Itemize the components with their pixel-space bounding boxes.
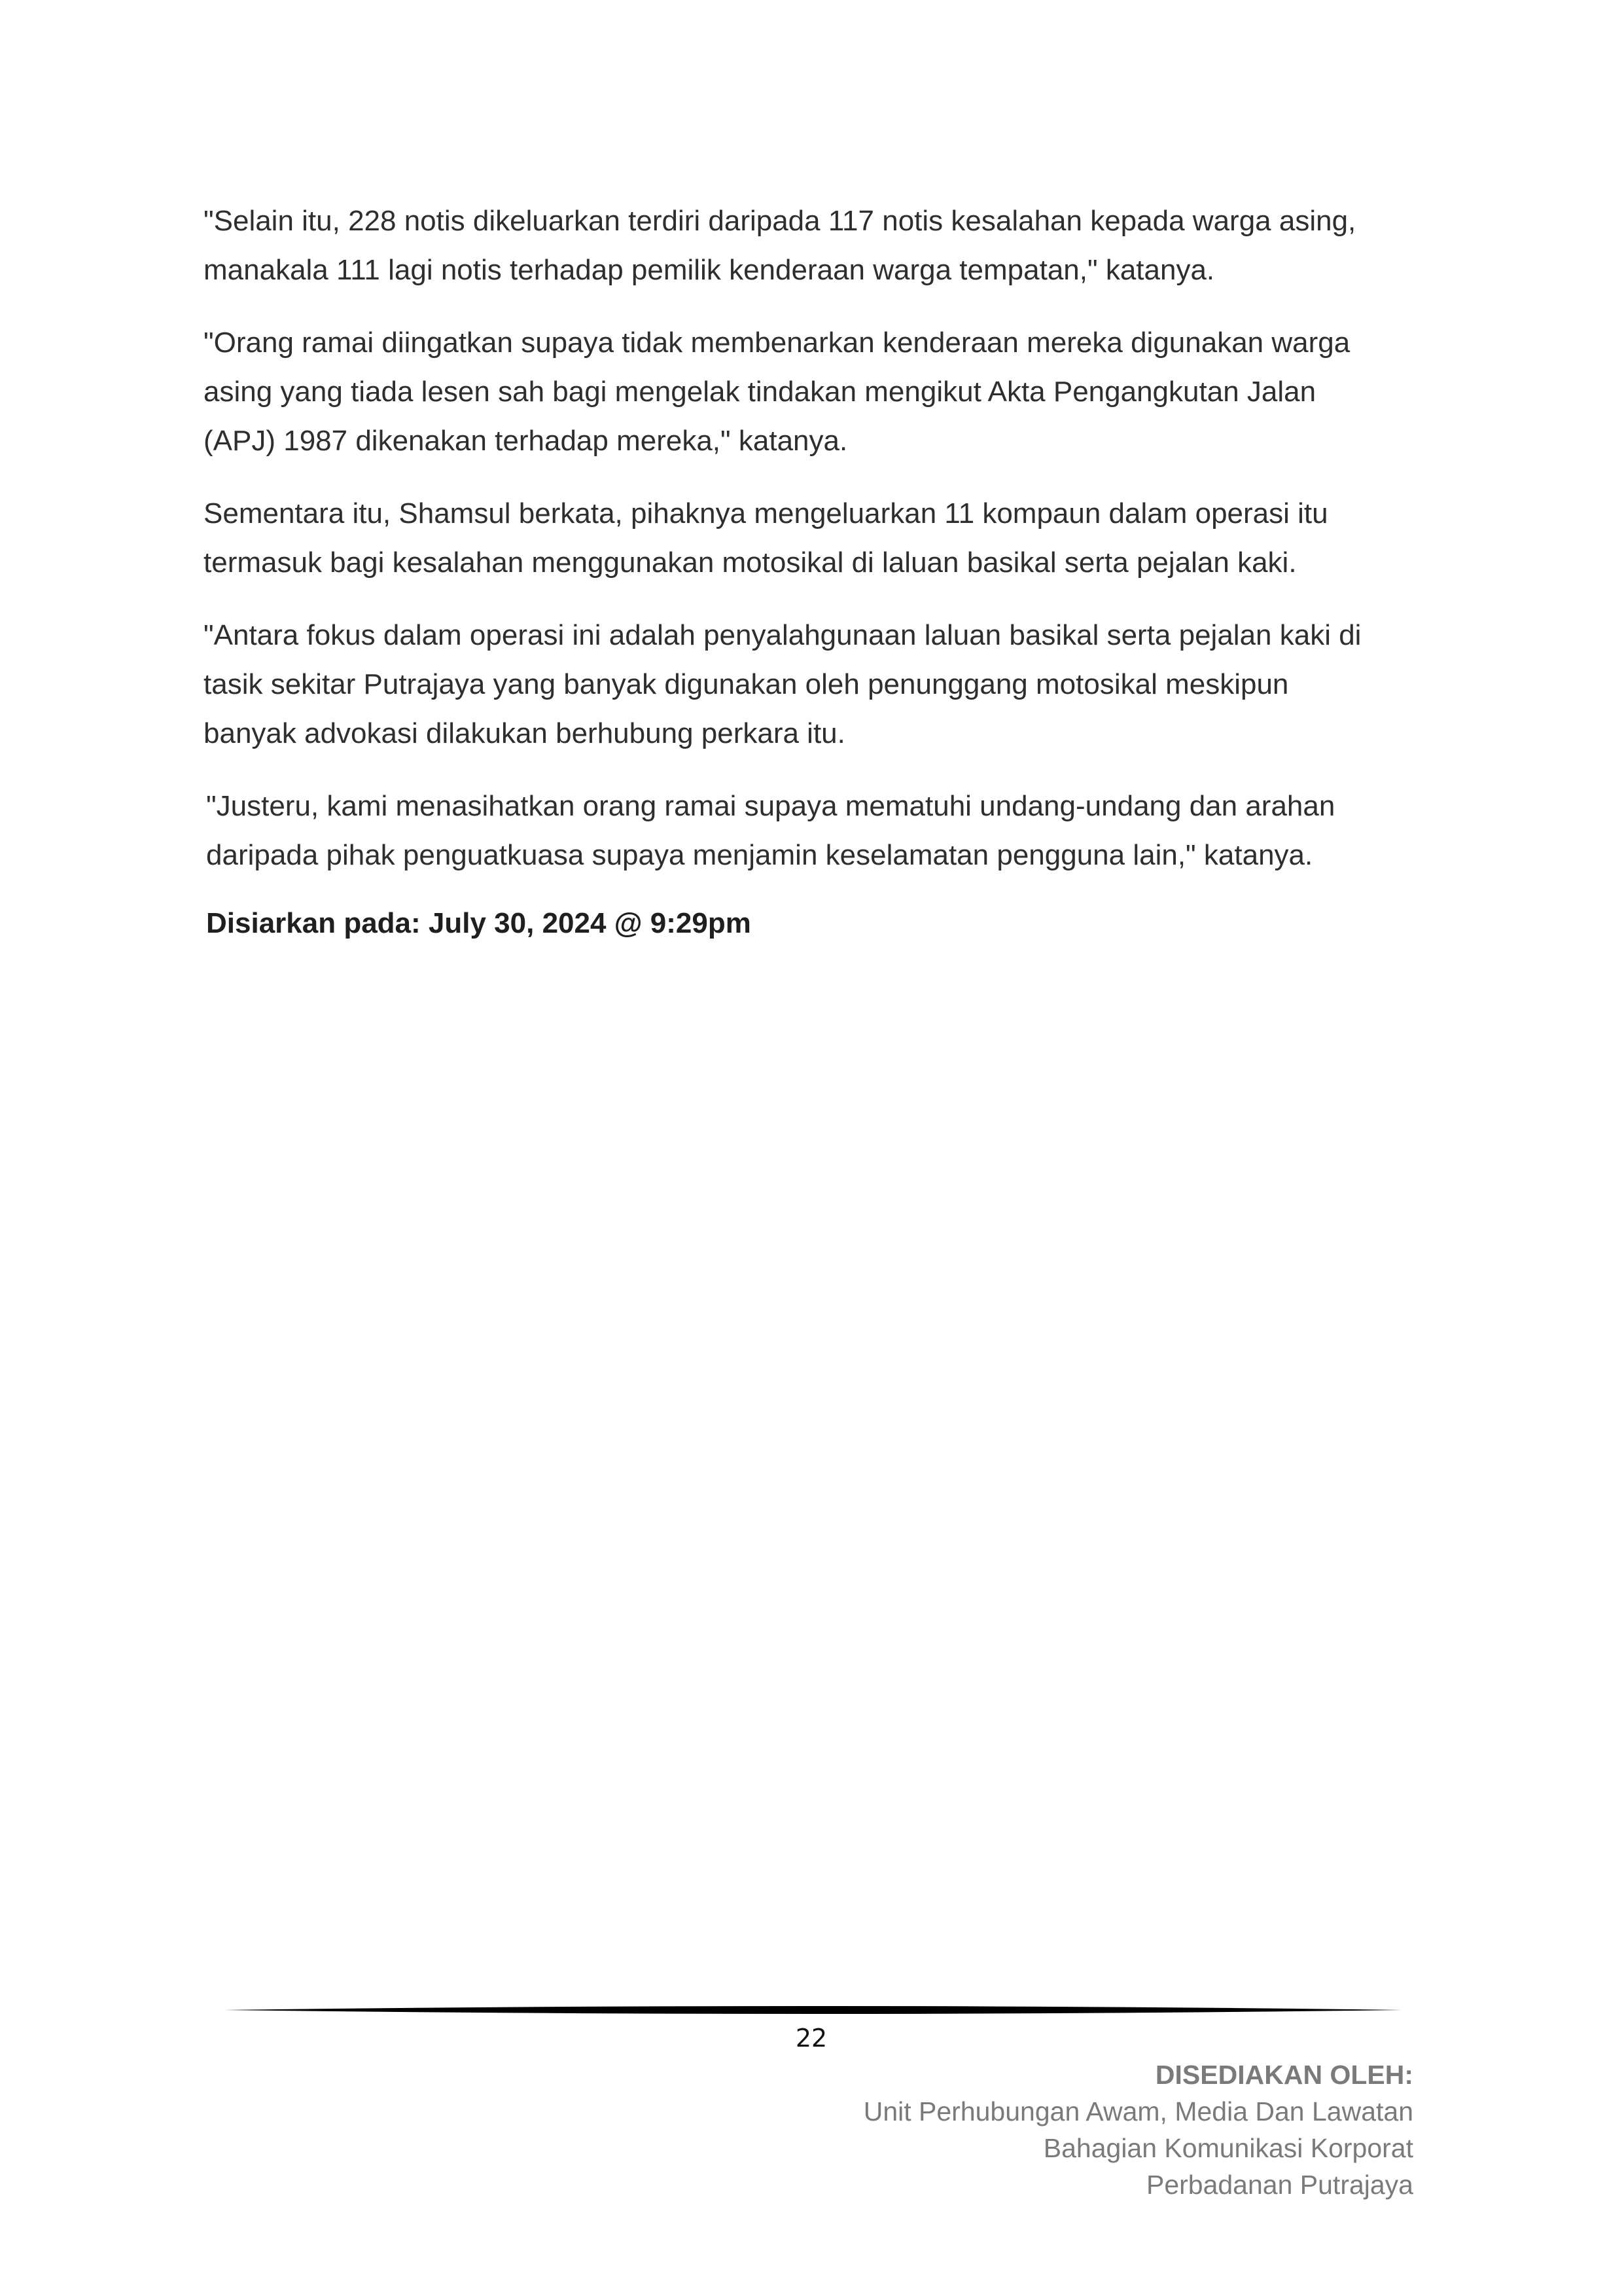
article-paragraph-4 [203,611,1447,758]
paragraph-line: banyak advokasi dilakukan berhubung perkara itu. [203,717,845,749]
paragraph-line: "Antara fokus dalam operasi ini adalah penyalahgunaan laluan basikal serta pejalan kaki di [203,619,1362,651]
article-paragraph-2 [203,318,1447,465]
paragraph-line: "Orang ramai diingatkan supaya tidak membenarkan kenderaan mereka digunakan warga [203,327,1350,359]
paragraph-line: asing yang tiada lesen sah bagi mengelak tindakan mengikut Akta Pengangkutan Jalan [203,376,1316,408]
prepared-by-division: Bahagian Komunikasi Korporat [1043,2133,1413,2163]
prepared-by-organisation: Perbadanan Putrajaya [1146,2170,1413,2200]
footer-divider-shape [224,2006,1402,2014]
paragraph-line: manakala 111 lagi notis terhadap pemilik kenderaan warga tempatan," katanya. [203,254,1215,286]
prepared-by-block [864,2056,1413,2203]
article-paragraph-3 [203,489,1447,587]
paragraph-line: termasuk bagi kesalahan menggunakan motosikal di laluan basikal serta pejalan kaki. [203,547,1297,579]
paragraph-line: Sementara itu, Shamsul berkata, pihaknya mengeluarkan 11 kompaun dalam operasi itu [203,497,1328,529]
article-body [203,196,1447,940]
paragraph-line: tasik sekitar Putrajaya yang banyak digunakan oleh penunggang motosikal meskipun [203,668,1289,700]
posted-date: Disiarkan pada: July 30, 2024 @ 9:29pm [206,907,751,939]
article-paragraph-1 [203,196,1447,295]
page-number: 22 [795,2024,828,2053]
paragraph-line: (APJ) 1987 dikenakan terhadap mereka," katanya. [203,425,848,457]
paragraph-line: daripada pihak penguatkuasa supaya menjamin keselamatan pengguna lain," katanya. [206,839,1313,871]
prepared-by-heading: DISEDIAKAN OLEH: [1155,2060,1413,2090]
paragraph-line: "Selain itu, 228 notis dikeluarkan terdiri daripada 117 notis kesalahan kepada warga asing, [203,205,1356,237]
article-paragraph-5 [203,781,1447,880]
footer-divider [224,2003,1402,2017]
paragraph-line: "Justeru, kami menasihatkan orang ramai supaya mematuhi undang-undang dan arahan [206,790,1335,822]
prepared-by-unit: Unit Perhubungan Awam, Media Dan Lawatan [863,2096,1413,2126]
